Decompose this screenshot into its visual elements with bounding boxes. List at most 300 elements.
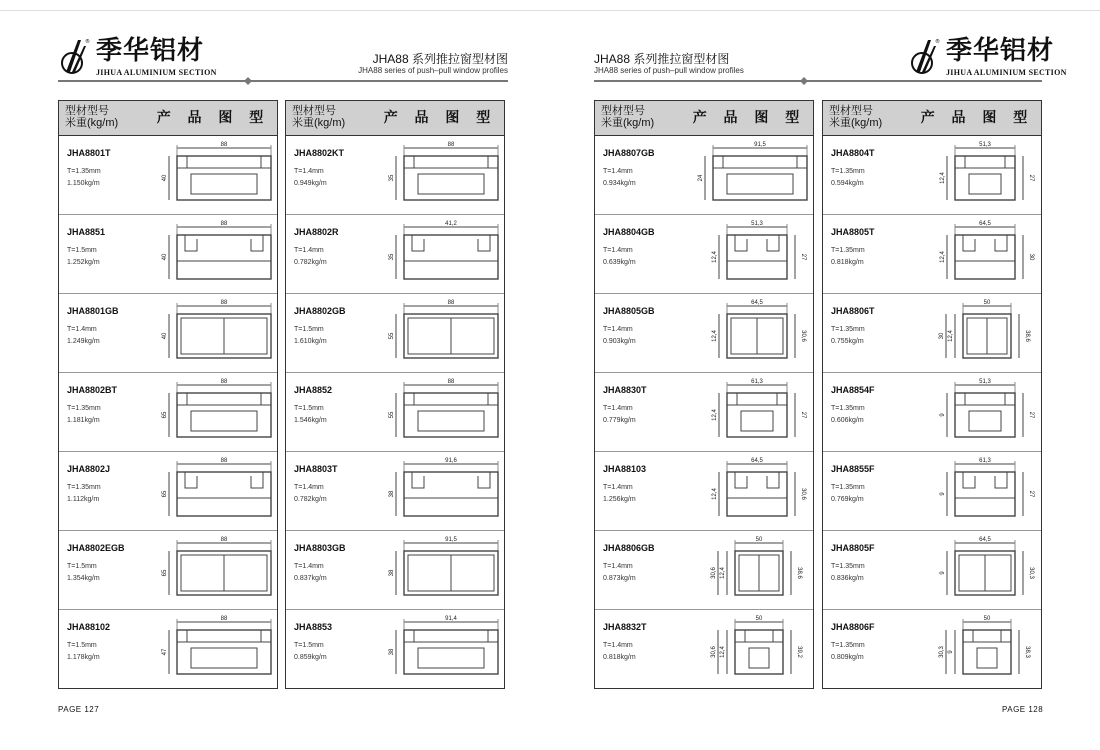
profile-drawing <box>378 373 508 449</box>
profile-info <box>595 136 687 214</box>
dimension-label: 64,5 <box>979 221 991 227</box>
profile-outline <box>727 393 787 437</box>
profile-thickness: T=1.4mm <box>294 247 324 254</box>
profile-row <box>59 610 277 688</box>
profile-drawing <box>687 452 817 528</box>
profile-figure <box>915 610 1041 688</box>
header-weight: 米重(kg/m) <box>65 117 119 129</box>
profile-thickness: T=1.4mm <box>603 326 633 333</box>
profile-info <box>286 215 378 293</box>
profile-weight: 1.256kg/m <box>603 496 636 503</box>
profile-thickness: T=1.5mm <box>294 326 324 333</box>
profile-drawing <box>915 452 1045 528</box>
profile-row <box>59 136 277 215</box>
profile-inner-rib <box>404 630 498 642</box>
brand-name-en: JIHUA ALUMINIUM SECTION <box>946 68 1067 77</box>
profile-code: JHA8804T <box>831 148 875 158</box>
profile-weight: 0.779kg/m <box>603 417 636 424</box>
profile-thickness: T=1.5mm <box>67 642 97 649</box>
profile-figure <box>915 373 1041 451</box>
profile-outline <box>735 630 783 674</box>
profile-info <box>595 531 687 609</box>
profile-info <box>286 373 378 451</box>
profile-drawing <box>915 531 1045 607</box>
dimension-label: 40 <box>162 253 168 261</box>
profile-thickness: T=1.35mm <box>831 484 865 491</box>
profile-row <box>59 215 277 294</box>
profile-inner-chamber <box>741 411 773 431</box>
dimension-label: 12,4 <box>712 251 718 263</box>
profile-info <box>286 531 378 609</box>
profile-row <box>286 531 504 610</box>
profile-code: JHA8805T <box>831 227 875 237</box>
dimension-label: 41,2 <box>445 221 457 227</box>
profile-figure <box>687 373 813 451</box>
table-header <box>823 101 1041 136</box>
profile-inner-hook <box>963 472 975 488</box>
header-rule <box>594 80 1042 82</box>
profile-drawing <box>151 136 281 212</box>
dimension-label: 9 <box>940 492 946 496</box>
dimension-label: 88 <box>447 379 455 385</box>
dimension-label: 65 <box>162 569 168 577</box>
profile-drawing <box>915 373 1045 449</box>
dimension-label: 91,4 <box>445 616 457 622</box>
profile-row <box>595 136 813 215</box>
profile-code: JHA8851 <box>67 227 106 237</box>
profile-weight: 0.606kg/m <box>831 417 864 424</box>
dimension-label: 51,3 <box>751 221 763 227</box>
profile-weight: 0.836kg/m <box>831 575 864 582</box>
profile-figure <box>378 136 504 214</box>
profile-thickness: T=1.4mm <box>603 642 633 649</box>
series-title-cn: JHA88 系列推拉窗型材图 <box>594 52 730 66</box>
dimension-label: 9 <box>940 571 946 575</box>
dimension-label: 88 <box>220 300 228 306</box>
profile-inner-rib <box>177 156 271 168</box>
profile-figure <box>915 294 1041 372</box>
dimension-label: 38 <box>389 569 395 577</box>
header-weight: 米重(kg/m) <box>829 117 883 129</box>
profile-thickness: T=1.4mm <box>294 484 324 491</box>
dimension-label: 39,2 <box>796 646 802 658</box>
profile-row <box>595 610 813 688</box>
dimension-label: 88 <box>220 142 228 148</box>
series-title-en: JHA88 series of push–pull window profiles <box>594 66 744 75</box>
profile-info <box>286 294 378 372</box>
profile-code: JHA8805F <box>831 543 875 553</box>
profile-inner-hook <box>412 472 424 488</box>
profile-drawing <box>151 294 281 370</box>
profile-info <box>286 610 378 688</box>
profile-drawing <box>151 373 281 449</box>
profile-weight: 0.949kg/m <box>294 180 327 187</box>
profile-drawing <box>151 531 281 607</box>
profile-inner-rib <box>727 393 787 405</box>
profile-drawing <box>378 531 508 607</box>
profile-thickness: T=1.5mm <box>294 405 324 412</box>
header-weight: 米重(kg/m) <box>601 117 655 129</box>
dimension-label: 38,3 <box>1024 646 1030 658</box>
profile-drawing <box>378 136 508 212</box>
dimension-label: 88 <box>447 142 455 148</box>
profile-info <box>823 294 915 372</box>
profile-info <box>286 452 378 530</box>
profile-outline <box>955 235 1015 279</box>
brand-name-en: JIHUA ALUMINIUM SECTION <box>96 68 217 77</box>
profile-code: JHA8853 <box>294 622 333 632</box>
profile-inner-chamber <box>969 411 1001 431</box>
dimension-label: 65 <box>162 490 168 498</box>
dimension-label: 91,5 <box>754 142 766 148</box>
profile-info <box>286 136 378 214</box>
profile-figure <box>378 294 504 372</box>
profile-drawing <box>151 215 281 291</box>
profile-inner-rib <box>404 393 498 405</box>
dimension-label: 35 <box>389 174 395 182</box>
profile-thickness: T=1.5mm <box>67 563 97 570</box>
dimension-label: 27 <box>800 253 806 261</box>
profile-drawing <box>378 294 508 370</box>
profile-drawing <box>687 215 817 291</box>
profile-thickness: T=1.35mm <box>67 484 101 491</box>
profile-row <box>823 610 1041 688</box>
profile-inner-chamber <box>418 648 484 668</box>
dimension-label: 30,6 <box>800 330 806 342</box>
profile-row <box>823 294 1041 373</box>
dimension-label: 30 <box>939 332 945 340</box>
dimension-label: 12,4 <box>712 330 718 342</box>
profile-row <box>595 452 813 531</box>
dimension-label: 50 <box>755 616 763 622</box>
dimension-label: 61,3 <box>751 379 763 385</box>
profile-weight: 1.610kg/m <box>294 338 327 345</box>
profile-thickness: T=1.35mm <box>831 247 865 254</box>
page-number: PAGE 127 <box>58 705 100 714</box>
profile-info <box>595 215 687 293</box>
profile-outline <box>955 393 1015 437</box>
profile-inner-rib <box>963 630 1011 642</box>
profile-drawing <box>915 136 1045 212</box>
profile-thickness: T=1.35mm <box>831 563 865 570</box>
profile-row <box>595 294 813 373</box>
profile-info <box>823 452 915 530</box>
series-title-en: JHA88 series of push–pull window profiles <box>358 66 508 75</box>
profile-code: JHA8854F <box>831 385 875 395</box>
profile-info <box>59 531 151 609</box>
profile-inner-hook <box>478 472 490 488</box>
profile-thickness: T=1.35mm <box>831 326 865 333</box>
profile-info <box>595 373 687 451</box>
profile-thickness: T=1.4mm <box>603 168 633 175</box>
profile-weight: 1.252kg/m <box>67 259 100 266</box>
header-model: 型材型号 <box>601 105 645 117</box>
dimension-label: 30,3 <box>939 646 945 658</box>
profile-row <box>59 531 277 610</box>
profile-column <box>822 100 1042 689</box>
profile-inner-chamber <box>418 174 484 194</box>
brand-header <box>908 36 1067 77</box>
profile-inner-chamber <box>191 648 257 668</box>
profile-inner-rib <box>404 156 498 168</box>
profile-info <box>59 294 151 372</box>
profile-thickness: T=1.4mm <box>294 168 324 175</box>
profile-inner-rib <box>713 156 807 168</box>
table-header <box>595 101 813 136</box>
profile-figure <box>151 610 277 688</box>
profile-row <box>595 531 813 610</box>
profile-row <box>823 373 1041 452</box>
profile-inner-rib <box>177 630 271 642</box>
dimension-label: 27 <box>1028 411 1034 419</box>
profile-figure <box>687 136 813 214</box>
profile-drawing <box>378 452 508 528</box>
svg-text:®: ® <box>935 39 940 45</box>
dimension-label: 38 <box>389 648 395 656</box>
profile-row <box>823 136 1041 215</box>
dimension-label: 35 <box>389 253 395 261</box>
profile-code: JHA8806T <box>831 306 875 316</box>
profile-weight: 0.934kg/m <box>603 180 636 187</box>
profile-inner-chamber <box>191 174 257 194</box>
profile-weight: 1.181kg/m <box>67 417 100 424</box>
page-number: PAGE 128 <box>1002 705 1044 714</box>
profile-figure <box>915 215 1041 293</box>
profile-inner-rib <box>177 393 271 405</box>
profile-inner-hook <box>963 235 975 251</box>
profile-info <box>595 452 687 530</box>
profile-code: JHA8801T <box>67 148 111 158</box>
rule-diamond-icon <box>244 77 252 85</box>
profile-inner-hook <box>735 472 747 488</box>
profile-thickness: T=1.35mm <box>67 405 101 412</box>
profile-inner-hook <box>995 472 1007 488</box>
dimension-label: 30,6 <box>711 567 717 579</box>
profile-column <box>58 100 278 689</box>
dimension-label: 50 <box>983 616 991 622</box>
dimension-label: 12,4 <box>720 646 726 658</box>
dimension-label: 88 <box>220 458 228 464</box>
profile-row <box>59 373 277 452</box>
profile-code: JHA8806GB <box>603 543 655 553</box>
profile-thickness: T=1.35mm <box>831 168 865 175</box>
table-header <box>59 101 277 136</box>
profile-figure <box>687 294 813 372</box>
profile-drawing <box>151 610 281 686</box>
dimension-label: 55 <box>389 332 395 340</box>
profile-weight: 1.178kg/m <box>67 654 100 661</box>
profile-code: JHA8832T <box>603 622 647 632</box>
dimension-label: 65 <box>162 411 168 419</box>
profile-weight: 0.873kg/m <box>603 575 636 582</box>
series-title-cn: JHA88 系列推拉窗型材图 <box>372 52 508 66</box>
profile-figure <box>687 610 813 688</box>
dimension-label: 38 <box>389 490 395 498</box>
profile-row <box>286 452 504 531</box>
dimension-label: 40 <box>162 174 168 182</box>
profile-row <box>595 373 813 452</box>
profile-column <box>285 100 505 689</box>
profile-code: JHA8807GB <box>603 148 655 158</box>
profile-code: JHA8802R <box>294 227 339 237</box>
dimension-label: 12,4 <box>712 488 718 500</box>
profile-figure <box>151 294 277 372</box>
profile-outline <box>177 472 271 516</box>
brand-name-cn: 季华铝材 <box>946 36 1055 66</box>
profile-inner-hook <box>767 235 779 251</box>
profile-thickness: T=1.4mm <box>603 484 633 491</box>
profile-drawing <box>687 610 817 686</box>
profile-code: JHA8805GB <box>603 306 655 316</box>
dimension-label: 30,3 <box>1028 567 1034 579</box>
profile-info <box>59 373 151 451</box>
profile-thickness: T=1.4mm <box>603 405 633 412</box>
profile-column <box>594 100 814 689</box>
dimension-label: 12,4 <box>948 330 954 342</box>
profile-inner-chamber <box>418 411 484 431</box>
profile-code: JHA88102 <box>67 622 111 632</box>
profile-outline <box>955 472 1015 516</box>
profile-weight: 1.112kg/m <box>67 496 100 503</box>
profile-inner-hook <box>995 235 1007 251</box>
profile-inner-rib <box>955 156 1015 168</box>
profile-outline <box>177 235 271 279</box>
profile-drawing <box>915 610 1045 686</box>
profile-drawing <box>687 373 817 449</box>
profile-row <box>286 294 504 373</box>
dimension-label: 51,3 <box>979 379 991 385</box>
profile-weight: 0.818kg/m <box>603 654 636 661</box>
profile-row <box>286 215 504 294</box>
table-header <box>286 101 504 136</box>
profile-thickness: T=1.35mm <box>67 168 101 175</box>
profile-drawing <box>378 215 508 291</box>
dimension-label: 40 <box>162 332 168 340</box>
dimension-label: 55 <box>389 411 395 419</box>
profile-row <box>59 452 277 531</box>
profile-inner-hook <box>412 235 424 251</box>
profile-info <box>59 452 151 530</box>
series-title <box>594 52 894 76</box>
profile-figure <box>915 452 1041 530</box>
dimension-label: 64,5 <box>751 300 763 306</box>
profile-row <box>823 215 1041 294</box>
brand-logo-icon <box>908 36 942 76</box>
profile-row <box>823 452 1041 531</box>
profile-weight: 0.782kg/m <box>294 496 327 503</box>
dimension-label: 38,6 <box>796 567 802 579</box>
brand-name-cn: 季华铝材 <box>96 36 205 66</box>
dimension-label: 88 <box>220 616 228 622</box>
profile-figure <box>378 610 504 688</box>
profile-drawing <box>151 452 281 528</box>
profile-outline <box>963 630 1011 674</box>
profile-figure <box>151 452 277 530</box>
profile-figure <box>378 215 504 293</box>
profile-outline <box>955 156 1015 200</box>
profile-weight: 0.782kg/m <box>294 259 327 266</box>
profile-thickness: T=1.5mm <box>67 247 97 254</box>
header-model: 型材型号 <box>292 105 336 117</box>
profile-info <box>823 610 915 688</box>
header-figure: 产 品 图 型 <box>383 110 497 126</box>
profile-code: JHA8804GB <box>603 227 655 237</box>
profile-weight: 1.354kg/m <box>67 575 100 582</box>
profile-weight: 0.903kg/m <box>603 338 636 345</box>
header-rule <box>58 80 508 82</box>
profile-inner-rib <box>955 393 1015 405</box>
profile-inner-chamber <box>977 648 997 668</box>
dimension-label: 9 <box>940 413 946 417</box>
page-right <box>552 0 1100 750</box>
profile-code: JHA8802GB <box>294 306 346 316</box>
dimension-label: 30,6 <box>800 488 806 500</box>
profile-inner-chamber <box>969 174 1001 194</box>
dimension-label: 30 <box>1028 253 1034 261</box>
profile-weight: 0.769kg/m <box>831 496 864 503</box>
dimension-label: 30,6 <box>711 646 717 658</box>
profile-weight: 0.859kg/m <box>294 654 327 661</box>
profile-drawing <box>687 136 817 212</box>
profile-weight: 0.809kg/m <box>831 654 864 661</box>
svg-text:®: ® <box>85 39 90 45</box>
profile-code: JHA8802J <box>67 464 111 474</box>
profile-row <box>823 531 1041 610</box>
profile-row <box>286 373 504 452</box>
dimension-label: 27 <box>800 411 806 419</box>
profile-inner-chamber <box>727 174 793 194</box>
profile-figure <box>687 531 813 609</box>
profile-inner-hook <box>767 472 779 488</box>
profile-thickness: T=1.5mm <box>294 642 324 649</box>
profile-figure <box>687 452 813 530</box>
profile-weight: 0.837kg/m <box>294 575 327 582</box>
profile-figure <box>151 531 277 609</box>
dimension-label: 88 <box>220 221 228 227</box>
dimension-label: 47 <box>162 648 168 656</box>
dimension-label: 12,4 <box>940 251 946 263</box>
profile-inner-chamber <box>191 411 257 431</box>
profile-info <box>823 215 915 293</box>
profile-info <box>59 215 151 293</box>
profile-drawing <box>378 610 508 686</box>
profile-thickness: T=1.35mm <box>831 405 865 412</box>
dimension-label: 24 <box>698 174 704 182</box>
profile-thickness: T=1.35mm <box>831 642 865 649</box>
profile-figure <box>378 531 504 609</box>
profile-thickness: T=1.4mm <box>603 247 633 254</box>
header-weight: 米重(kg/m) <box>292 117 346 129</box>
profile-figure <box>687 215 813 293</box>
profile-inner-rib <box>735 630 783 642</box>
profile-figure <box>151 136 277 214</box>
profile-weight: 0.639kg/m <box>603 259 636 266</box>
profile-code: JHA8802EGB <box>67 543 125 553</box>
dimension-label: 88 <box>220 537 228 543</box>
series-title <box>0 52 508 76</box>
profile-inner-hook <box>251 235 263 251</box>
profile-inner-hook <box>478 235 490 251</box>
profile-info <box>595 610 687 688</box>
profile-inner-hook <box>735 235 747 251</box>
profile-drawing <box>687 531 817 607</box>
dimension-label: 9 <box>948 650 954 654</box>
dimension-label: 50 <box>755 537 763 543</box>
profile-weight: 0.755kg/m <box>831 338 864 345</box>
dimension-label: 12,4 <box>720 567 726 579</box>
dimension-label: 27 <box>1028 174 1034 182</box>
profile-row <box>595 215 813 294</box>
